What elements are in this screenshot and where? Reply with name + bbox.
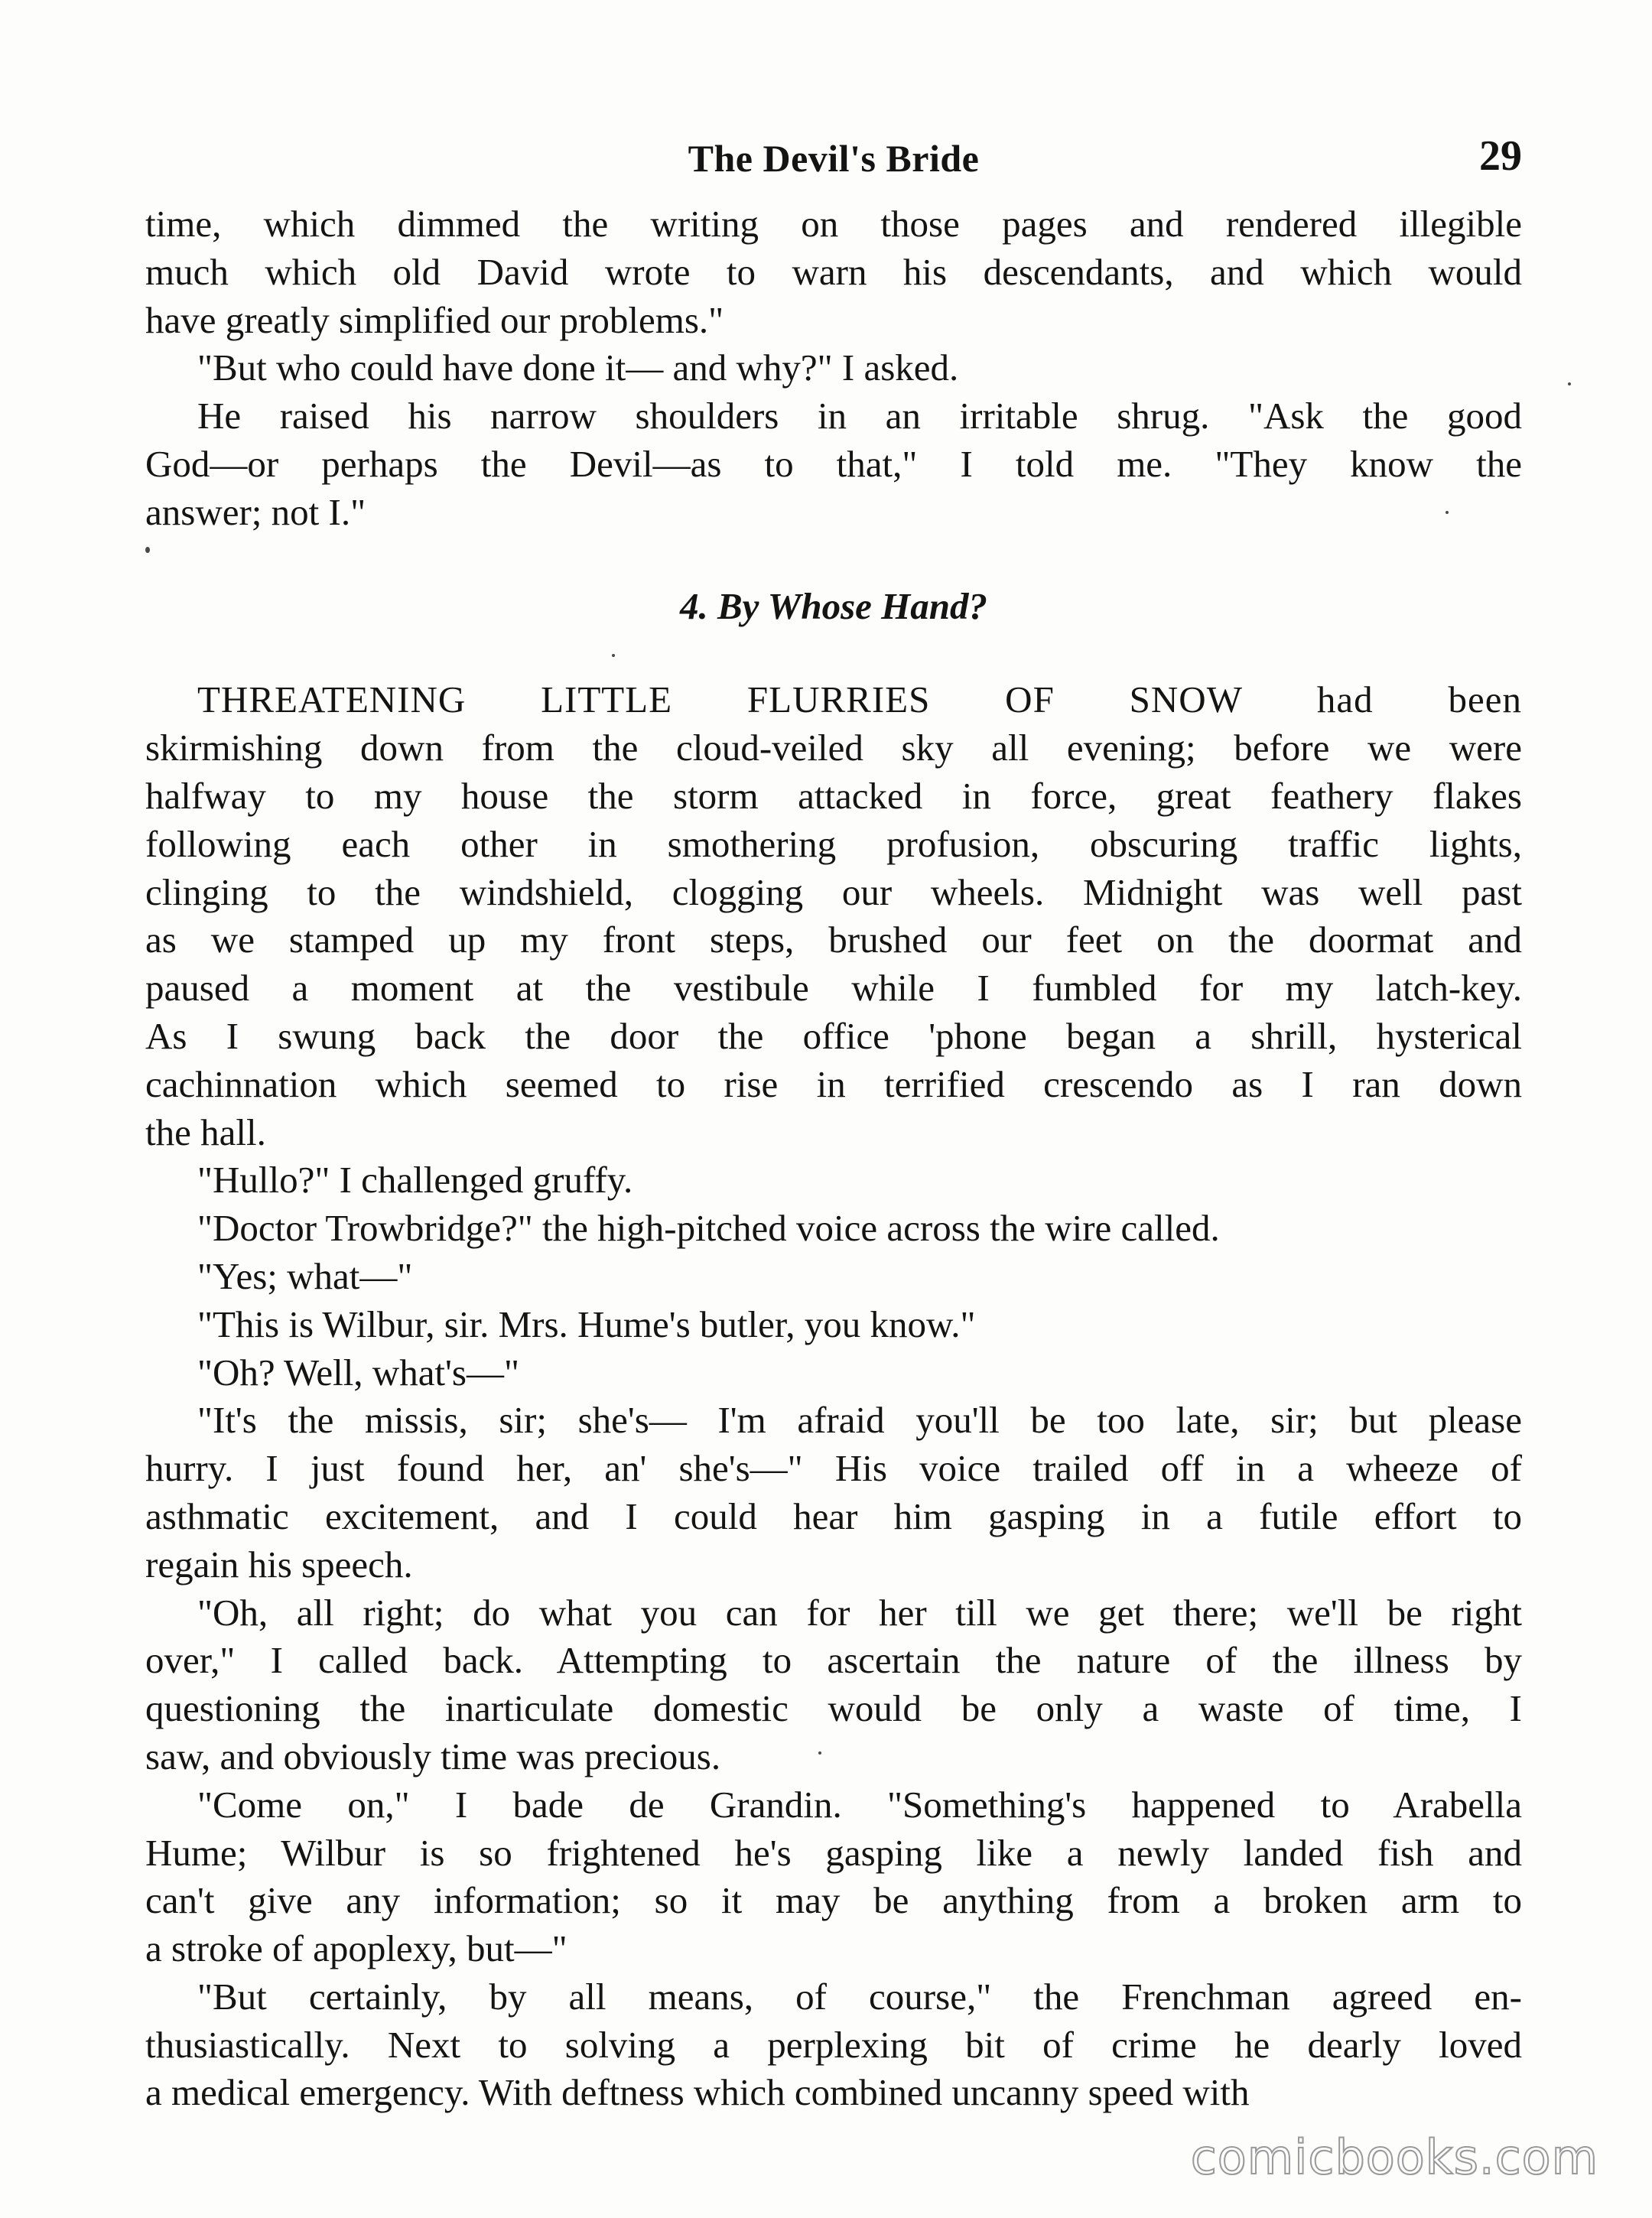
scan-speck (1446, 511, 1449, 514)
paragraph (145, 344, 1522, 392)
text-line: "Doctor Trowbridge?" the high-pitched voice across the wire called. (197, 1207, 1220, 1250)
text-line: "But certainly, by all means, of course," the Frenchman agreed en- (197, 1975, 1522, 2018)
watermark-logo: comicbooks.com (1190, 2129, 1598, 2185)
text-line: "Oh, all right; do what you can for her till we get there; we'll be right (197, 1591, 1522, 1634)
text-line: following each other in smothering profusion, obscuring traffic lights, (145, 822, 1522, 865)
text-line: "It's the missis, sir; she's— I'm afraid you'll be too late, sir; but please (197, 1399, 1522, 1442)
text-line: have greatly simplified our problems." (145, 298, 724, 341)
text-line: a medical emergency. With deftness which combined uncanny speed with (145, 2071, 1250, 2114)
body-text (145, 200, 1522, 2117)
paragraph (145, 200, 1522, 344)
text-line: paused a moment at the vestibule while I fumbled for my latch-key. (145, 967, 1522, 1010)
paragraph (145, 1349, 1522, 1397)
text-line: questioning the inarticulate domestic would be only a waste of time, I (145, 1687, 1522, 1730)
text-after-heading (145, 676, 1522, 2117)
text-line: "Come on," I bade de Grandin. "Something's happened to Arabella (197, 1783, 1522, 1826)
text-line: asthmatic excitement, and I could hear him gasping in a futile effort to (145, 1494, 1522, 1537)
text-line: "Oh? Well, what's—" (197, 1351, 519, 1394)
text-line: As I swung back the door the office 'phone began a shrill, hysterical (145, 1014, 1522, 1057)
paragraph (145, 1973, 1522, 2117)
text-line: God—or perhaps the Devil—as to that," I told me. "They know the (145, 442, 1522, 485)
text-line: can't give any information; so it may be anything from a broken arm to (145, 1879, 1522, 1922)
paragraph (145, 1781, 1522, 1973)
text-line: a stroke of apoplexy, but—" (145, 1927, 567, 1970)
text-before-heading (145, 200, 1522, 537)
page-header (145, 132, 1522, 190)
text-line: as we stamped up my front steps, brushed our feet on the doormat and (145, 919, 1522, 961)
text-line: halfway to my house the storm attacked in force, great feathery flakes (145, 774, 1522, 817)
text-line: answer; not I." (145, 490, 366, 533)
text-line: hurry. I just found her, an' she's—" His voice trailed off in a wheeze of (145, 1447, 1522, 1490)
text-line: THREATENING LITTLE FLURRIES OF SNOW had been (197, 678, 1522, 721)
text-line: over," I called back. Attempting to ascertain the nature of the illness by (145, 1639, 1522, 1682)
scan-speck (612, 654, 615, 657)
page-number: 29 (1479, 132, 1522, 180)
scan-speck (818, 1751, 821, 1755)
paragraph (145, 676, 1522, 1156)
paragraph (145, 1156, 1522, 1205)
text-line: saw, and obviously time was precious. (145, 1735, 721, 1777)
paragraph (145, 1253, 1522, 1301)
text-line: "Hullo?" I challenged gruffy. (197, 1159, 633, 1202)
running-title: The Devil's Bride (688, 137, 980, 180)
paragraph (145, 1589, 1522, 1781)
paragraph (145, 392, 1522, 536)
text-line: regain his speech. (145, 1543, 413, 1585)
text-line: time, which dimmed the writing on those pages and rendered illegible (145, 203, 1522, 245)
text-line: much which old David wrote to warn his descendants, and which would (145, 250, 1522, 293)
text-line: Hume; Wilbur is so frightened he's gasping like a newly landed fish and (145, 1831, 1522, 1874)
text-line: skirmishing down from the cloud-veiled sky all evening; before we were (145, 727, 1522, 769)
text-line: cachinnation which seemed to rise in terrified crescendo as I ran down (145, 1062, 1522, 1105)
paragraph (145, 1301, 1522, 1349)
scan-speck (145, 547, 150, 553)
text-line: clinging to the windshield, clogging our wheels. Midnight was well past (145, 870, 1522, 913)
scan-speck (1568, 382, 1571, 385)
text-line: "Yes; what—" (197, 1254, 413, 1297)
text-line: "This is Wilbur, sir. Mrs. Hume's butler, you know." (197, 1303, 976, 1345)
paragraph (145, 1205, 1522, 1253)
paragraph (145, 1397, 1522, 1589)
section-heading: 4. By Whose Hand? (679, 584, 988, 627)
text-line: He raised his narrow shoulders in an irritable shrug. "Ask the good (197, 395, 1522, 437)
text-line: "But who could have done it— and why?" I asked. (197, 346, 959, 389)
text-line: the hall. (145, 1111, 266, 1153)
text-line: thusiastically. Next to solving a perplexing bit of crime he dearly loved (145, 2023, 1522, 2066)
